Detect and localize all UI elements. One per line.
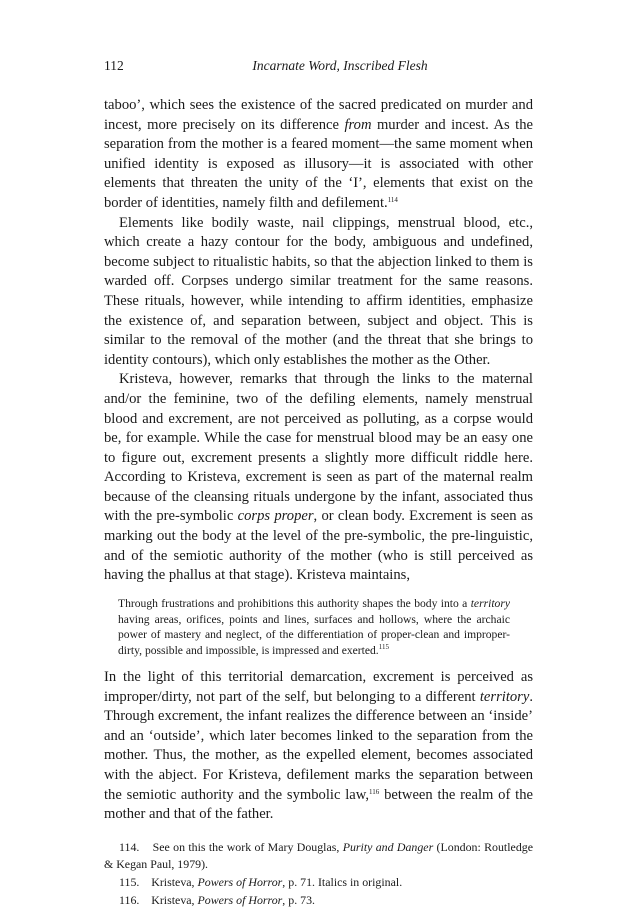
paragraph: Elements like bodily waste, nail clippings, menstrual blood, etc., which create a hazy contour for the body, ambiguous and undefined, become subject to ritualistic habits, so that the abjection linked to them is warded off. Corpses undergo similar treatment for the same reasons. These rituals, however, while intending to affirm identities, emphasize the existence of, and separation between, subject and object. This is similar to the removal of the mother (and the threat that she brings to identity contours), which only establishes the mother as the Other.	[104, 214, 533, 368]
paragraph: taboo’, which sees the existence of the sacred predicated on murder and incest, more precisely on its difference from murder and incest. As the separation from the mother is a feared moment—the same moment when unified identity is exposed as illusory—it is associated with other elements that threaten the unity of the ‘I’, elements that exist on the border of identities, namely filth and defilement.$^{114}$	[104, 97, 533, 211]
block-quote: Through frustrations and prohibitions this authority shapes the body into a territory having areas, orifices, points and lines, surfaces and hollows, where the archaic power of mastery and neglect, of the differentiation of proper-clean and improper-dirty, possible and impossible, is impressed and exerted.$^{115}$	[118, 596, 510, 658]
paragraph: Kristeva, however, remarks that through the links to the maternal and/or the feminine, two of the defiling elements, namely menstrual blood and excrement, are not perceived as polluting, as a corpse would be, for example. While the case for menstrual blood may be an easy one to figure out, excrement presents a slightly more difficult riddle here. According to Kristeva, excrement is seen as part of the maternal realm because of the cleansing rituals undergone by the infant, associated thus with the pre-symbolic corps proper, or clean body. Excrement is seen as marking out the body at the level of the pre-symbolic, the pre-linguistic, and of the semiotic authority of the mother (who is still perceived as having the phallus at that stage). Kristeva maintains,	[104, 371, 533, 584]
paragraph: In the light of this territorial demarcation, excrement is perceived as improper/dirty, not part of the self, but belonging to a different territory. Through excrement, the infant realizes the difference between an ‘inside’ and an ‘outside’, which later becomes linked to the separation from the mother. Thus, the mother, as the expelled element, becomes associated with the abject. For Kristeva, defilement marks the separation between the semiotic authority and the symbolic law,$^{116}$ between the realm of the mother and that of the father.	[104, 669, 533, 823]
page-number: 112	[104, 58, 124, 73]
footnote-ref: 115	[378, 643, 389, 652]
footnote-ref: 114	[387, 195, 398, 204]
running-title: Incarnate Word, Inscribed Flesh	[252, 58, 428, 73]
body-text	[104, 96, 533, 909]
footnote: 116. Kristeva, Powers of Horror, p. 73.	[119, 892, 315, 907]
footnote-ref: 116	[369, 787, 380, 796]
footnote: 114. See on this the work of Mary Douglas, Purity and Danger (London: Routledge & Kegan Paul, 1979).	[104, 839, 533, 872]
page-header	[104, 58, 536, 78]
footnotes	[104, 839, 533, 909]
footnote: 115. Kristeva, Powers of Horror, p. 71. Italics in original.	[119, 874, 403, 889]
